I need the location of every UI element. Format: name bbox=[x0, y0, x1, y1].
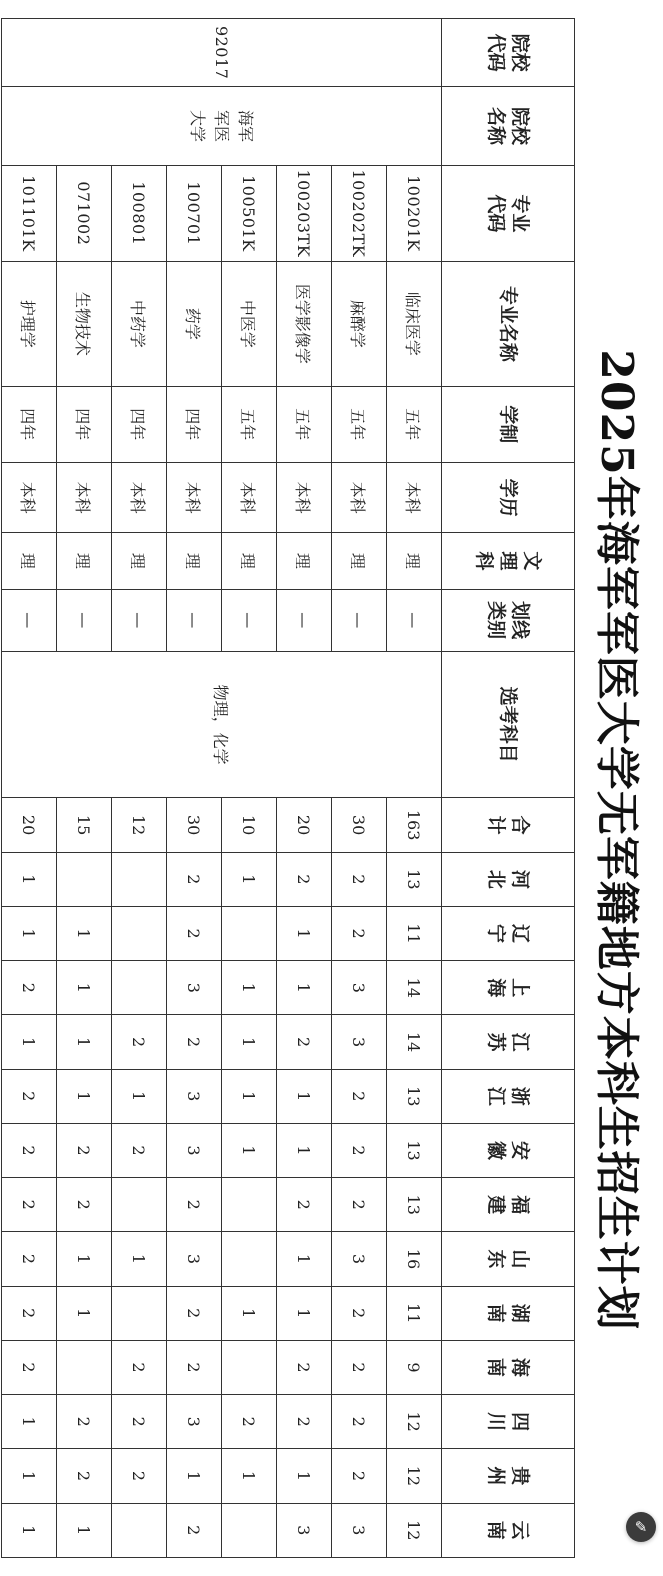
province-quota-cell: 2 bbox=[332, 1123, 387, 1177]
province-quota-cell: 2 bbox=[57, 1449, 112, 1503]
province-quota-cell: 2 bbox=[277, 1015, 332, 1069]
header-province: 云南 bbox=[442, 1503, 575, 1557]
province-quota-cell: 12 bbox=[387, 1449, 442, 1503]
arts-science-cell: 理 bbox=[112, 533, 167, 589]
major-name-cell: 麻醉学 bbox=[332, 262, 387, 387]
province-quota-cell: 11 bbox=[387, 1286, 442, 1340]
header-province: 安徽 bbox=[442, 1123, 575, 1177]
major-name-cell: 中医学 bbox=[222, 262, 277, 387]
province-quota-cell: 1 bbox=[57, 906, 112, 960]
arts-science-cell: 理 bbox=[2, 533, 57, 589]
province-quota-cell bbox=[222, 1503, 277, 1557]
school-name-cell bbox=[2, 87, 442, 165]
header-province: 海南 bbox=[442, 1340, 575, 1394]
province-quota-cell: 13 bbox=[387, 1178, 442, 1232]
degree-cell: 本科 bbox=[277, 462, 332, 532]
total-cell: 12 bbox=[112, 798, 167, 852]
province-quota-cell: 2 bbox=[332, 852, 387, 906]
header-province: 湖南 bbox=[442, 1286, 575, 1340]
province-quota-cell: 3 bbox=[332, 1232, 387, 1286]
province-quota-cell: 1 bbox=[277, 1123, 332, 1177]
page-title: 2025年海军军医大学无军籍地方本科生招生计划 bbox=[591, 349, 642, 1331]
province-quota-cell: 2 bbox=[332, 1395, 387, 1449]
province-quota-cell bbox=[57, 1340, 112, 1394]
province-quota-cell bbox=[112, 1503, 167, 1557]
total-cell: 10 bbox=[222, 798, 277, 852]
province-quota-cell: 2 bbox=[2, 1123, 57, 1177]
major-code-cell: 100701 bbox=[167, 165, 222, 261]
header-degree: 学历 bbox=[442, 462, 575, 532]
province-quota-cell bbox=[112, 1286, 167, 1340]
arts-science-cell: 理 bbox=[387, 533, 442, 589]
subjects-cell: 物理，化学 bbox=[2, 651, 442, 798]
header-province: 河北 bbox=[442, 852, 575, 906]
line-category-cell: — bbox=[222, 589, 277, 651]
province-quota-cell: 2 bbox=[167, 1178, 222, 1232]
province-quota-cell: 3 bbox=[167, 1069, 222, 1123]
province-quota-cell: 13 bbox=[387, 1123, 442, 1177]
major-code-cell: 100501K bbox=[222, 165, 277, 261]
province-quota-cell: 3 bbox=[277, 1503, 332, 1557]
province-quota-cell: 2 bbox=[112, 1123, 167, 1177]
degree-cell: 本科 bbox=[167, 462, 222, 532]
province-quota-cell: 1 bbox=[57, 1015, 112, 1069]
line-category-cell: — bbox=[387, 589, 442, 651]
total-cell: 15 bbox=[57, 798, 112, 852]
header-major-name: 专业名称 bbox=[442, 262, 575, 387]
header-province: 贵州 bbox=[442, 1449, 575, 1503]
province-quota-cell: 12 bbox=[387, 1503, 442, 1557]
province-quota-cell: 1 bbox=[2, 1395, 57, 1449]
major-name-cell: 护理学 bbox=[2, 262, 57, 387]
header-province: 山东 bbox=[442, 1232, 575, 1286]
province-quota-cell: 2 bbox=[57, 1178, 112, 1232]
province-quota-cell: 2 bbox=[112, 1340, 167, 1394]
province-quota-cell: 1 bbox=[112, 1069, 167, 1123]
province-quota-cell: 2 bbox=[332, 1178, 387, 1232]
province-quota-cell: 1 bbox=[277, 1286, 332, 1340]
degree-cell: 本科 bbox=[387, 462, 442, 532]
province-quota-cell bbox=[112, 961, 167, 1015]
province-quota-cell: 2 bbox=[2, 1340, 57, 1394]
major-code-cell: 100201K bbox=[387, 165, 442, 261]
province-quota-cell: 1 bbox=[222, 1286, 277, 1340]
province-quota-cell: 3 bbox=[167, 1123, 222, 1177]
province-quota-cell: 1 bbox=[2, 906, 57, 960]
province-quota-cell: 1 bbox=[222, 1069, 277, 1123]
province-quota-cell: 2 bbox=[112, 1395, 167, 1449]
line-category-cell: — bbox=[57, 589, 112, 651]
header-duration: 学制 bbox=[442, 386, 575, 462]
province-quota-cell: 1 bbox=[222, 1449, 277, 1503]
table-row bbox=[387, 19, 442, 1558]
province-quota-cell: 3 bbox=[332, 1503, 387, 1557]
total-cell: 163 bbox=[387, 798, 442, 852]
major-code-cell: 100801 bbox=[112, 165, 167, 261]
degree-cell: 本科 bbox=[2, 462, 57, 532]
province-quota-cell: 1 bbox=[2, 1503, 57, 1557]
province-quota-cell: 1 bbox=[222, 852, 277, 906]
duration-cell: 五年 bbox=[277, 386, 332, 462]
line-category-cell: — bbox=[167, 589, 222, 651]
header-major-code: 专业代码 bbox=[442, 165, 575, 261]
province-quota-cell bbox=[222, 906, 277, 960]
province-quota-cell: 1 bbox=[112, 1232, 167, 1286]
line-category-cell: — bbox=[332, 589, 387, 651]
total-cell: 20 bbox=[277, 798, 332, 852]
province-quota-cell bbox=[112, 1178, 167, 1232]
header-province: 辽宁 bbox=[442, 906, 575, 960]
province-quota-cell: 2 bbox=[2, 1232, 57, 1286]
major-name-cell: 生物技术 bbox=[57, 262, 112, 387]
province-quota-cell: 3 bbox=[167, 961, 222, 1015]
province-quota-cell: 3 bbox=[167, 1395, 222, 1449]
header-province: 福建 bbox=[442, 1178, 575, 1232]
enrollment-plan-table bbox=[1, 18, 575, 1558]
province-quota-cell: 1 bbox=[167, 1449, 222, 1503]
header-row bbox=[442, 19, 575, 1558]
major-code-cell: 100202TK bbox=[332, 165, 387, 261]
line-category-cell: — bbox=[112, 589, 167, 651]
province-quota-cell: 2 bbox=[2, 961, 57, 1015]
province-quota-cell: 14 bbox=[387, 1015, 442, 1069]
province-quota-cell: 2 bbox=[57, 1395, 112, 1449]
major-name-cell: 药学 bbox=[167, 262, 222, 387]
province-quota-cell: 3 bbox=[332, 961, 387, 1015]
province-quota-cell: 2 bbox=[167, 906, 222, 960]
header-total: 合计 bbox=[442, 798, 575, 852]
edit-icon[interactable]: ✎ bbox=[626, 1512, 656, 1542]
major-code-cell: 100203TK bbox=[277, 165, 332, 261]
province-quota-cell: 2 bbox=[332, 1069, 387, 1123]
province-quota-cell: 1 bbox=[2, 852, 57, 906]
province-quota-cell: 1 bbox=[2, 1015, 57, 1069]
header-province: 江苏 bbox=[442, 1015, 575, 1069]
province-quota-cell: 2 bbox=[112, 1015, 167, 1069]
major-code-cell: 071002 bbox=[57, 165, 112, 261]
province-quota-cell: 1 bbox=[277, 1449, 332, 1503]
province-quota-cell bbox=[112, 906, 167, 960]
province-quota-cell bbox=[112, 852, 167, 906]
duration-cell: 四年 bbox=[112, 386, 167, 462]
province-quota-cell: 12 bbox=[387, 1395, 442, 1449]
province-quota-cell: 2 bbox=[277, 1395, 332, 1449]
arts-science-cell: 理 bbox=[332, 533, 387, 589]
province-quota-cell: 2 bbox=[167, 1340, 222, 1394]
degree-cell: 本科 bbox=[112, 462, 167, 532]
province-quota-cell: 3 bbox=[167, 1232, 222, 1286]
province-quota-cell: 2 bbox=[332, 906, 387, 960]
major-name-cell: 医学影像学 bbox=[277, 262, 332, 387]
major-name-cell: 中药学 bbox=[112, 262, 167, 387]
province-quota-cell: 1 bbox=[2, 1449, 57, 1503]
province-quota-cell: 2 bbox=[167, 1503, 222, 1557]
province-quota-cell: 1 bbox=[277, 906, 332, 960]
school-name-line: 大学 bbox=[188, 109, 208, 142]
duration-cell: 五年 bbox=[222, 386, 277, 462]
header-province: 浙江 bbox=[442, 1069, 575, 1123]
arts-science-cell: 理 bbox=[57, 533, 112, 589]
school-code-cell: 92017 bbox=[2, 19, 442, 87]
total-cell: 20 bbox=[2, 798, 57, 852]
province-quota-cell bbox=[222, 1232, 277, 1286]
arts-science-cell: 理 bbox=[167, 533, 222, 589]
province-quota-cell: 2 bbox=[167, 1015, 222, 1069]
province-quota-cell: 9 bbox=[387, 1340, 442, 1394]
province-quota-cell: 2 bbox=[332, 1449, 387, 1503]
province-quota-cell: 1 bbox=[57, 1232, 112, 1286]
province-quota-cell: 14 bbox=[387, 961, 442, 1015]
province-quota-cell: 2 bbox=[277, 852, 332, 906]
province-quota-cell: 2 bbox=[2, 1069, 57, 1123]
province-quota-cell: 1 bbox=[277, 961, 332, 1015]
province-quota-cell: 2 bbox=[277, 1178, 332, 1232]
degree-cell: 本科 bbox=[57, 462, 112, 532]
total-cell: 30 bbox=[332, 798, 387, 852]
school-name-line: 军医 bbox=[212, 109, 232, 142]
province-quota-cell: 1 bbox=[222, 961, 277, 1015]
province-quota-cell: 1 bbox=[57, 1069, 112, 1123]
header-arts-science: 文理科 bbox=[442, 533, 575, 589]
province-quota-cell: 2 bbox=[2, 1286, 57, 1340]
province-quota-cell: 13 bbox=[387, 1069, 442, 1123]
province-quota-cell: 16 bbox=[387, 1232, 442, 1286]
arts-science-cell: 理 bbox=[277, 533, 332, 589]
province-quota-cell: 1 bbox=[57, 1503, 112, 1557]
province-quota-cell: 1 bbox=[57, 1286, 112, 1340]
province-quota-cell: 11 bbox=[387, 906, 442, 960]
province-quota-cell: 3 bbox=[332, 1015, 387, 1069]
province-quota-cell: 2 bbox=[332, 1286, 387, 1340]
province-quota-cell: 1 bbox=[57, 961, 112, 1015]
duration-cell: 四年 bbox=[167, 386, 222, 462]
degree-cell: 本科 bbox=[332, 462, 387, 532]
province-quota-cell: 2 bbox=[167, 852, 222, 906]
province-quota-cell bbox=[222, 1340, 277, 1394]
province-quota-cell bbox=[57, 852, 112, 906]
province-quota-cell: 13 bbox=[387, 852, 442, 906]
major-code-cell: 101101K bbox=[2, 165, 57, 261]
province-quota-cell: 2 bbox=[332, 1340, 387, 1394]
header-school-code: 院校代码 bbox=[442, 19, 575, 87]
line-category-cell: — bbox=[2, 589, 57, 651]
duration-cell: 五年 bbox=[387, 386, 442, 462]
degree-cell: 本科 bbox=[222, 462, 277, 532]
school-name-line: 海军 bbox=[236, 109, 256, 142]
province-quota-cell: 1 bbox=[222, 1015, 277, 1069]
province-quota-cell: 2 bbox=[112, 1449, 167, 1503]
province-quota-cell: 1 bbox=[277, 1069, 332, 1123]
province-quota-cell bbox=[222, 1178, 277, 1232]
line-category-cell: — bbox=[277, 589, 332, 651]
header-school-name: 院校名称 bbox=[442, 87, 575, 165]
duration-cell: 五年 bbox=[332, 386, 387, 462]
header-line-category: 划线类别 bbox=[442, 589, 575, 651]
province-quota-cell: 2 bbox=[167, 1286, 222, 1340]
header-province: 四川 bbox=[442, 1395, 575, 1449]
province-quota-cell: 2 bbox=[57, 1123, 112, 1177]
header-province: 上海 bbox=[442, 961, 575, 1015]
province-quota-cell: 2 bbox=[222, 1395, 277, 1449]
header-subjects: 选考科目 bbox=[442, 651, 575, 798]
province-quota-cell: 1 bbox=[222, 1123, 277, 1177]
province-quota-cell: 1 bbox=[277, 1232, 332, 1286]
province-quota-cell: 2 bbox=[2, 1178, 57, 1232]
duration-cell: 四年 bbox=[2, 386, 57, 462]
arts-science-cell: 理 bbox=[222, 533, 277, 589]
major-name-cell: 临床医学 bbox=[387, 262, 442, 387]
province-quota-cell: 2 bbox=[277, 1340, 332, 1394]
total-cell: 30 bbox=[167, 798, 222, 852]
duration-cell: 四年 bbox=[57, 386, 112, 462]
